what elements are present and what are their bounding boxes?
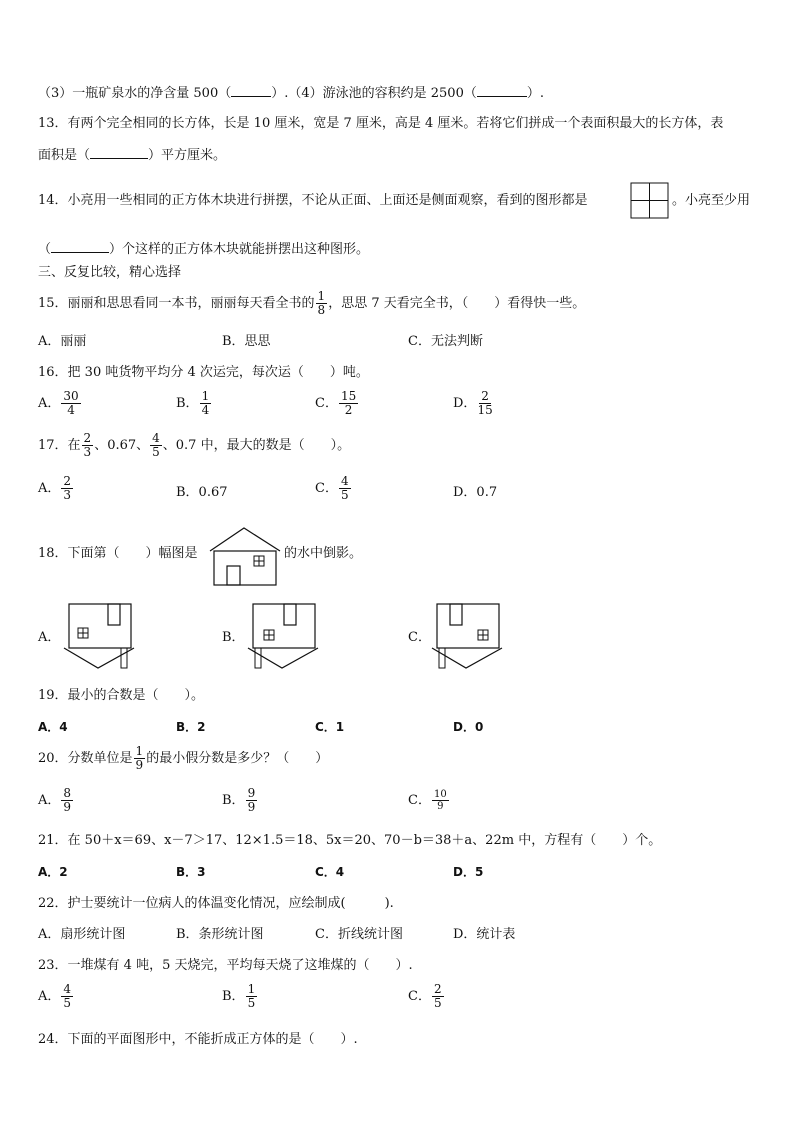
section-heading: 三、反复比较，精心选择 [38,265,182,280]
q12-blank-4[interactable] [477,84,527,97]
q22-stem: 22．护士要统计一位病人的体温变化情况，应绘制成( ). [38,896,394,911]
q13-blank[interactable] [90,146,148,159]
q18-stem-b: 的水中倒影。 [284,546,363,561]
q19-stem: 19．最小的合数是（ ）。 [38,688,205,703]
fraction: $\frac{10}{9}$ [433,789,447,812]
fraction: $\frac{2}{15}$ [477,389,493,417]
q16-option-b[interactable]: B． $\frac{1}{4}$ [176,389,210,417]
fraction: $\frac{8}{9}$ [63,786,72,814]
reflection-b-image[interactable] [246,602,322,670]
fraction: $\frac{1}{4}$ [201,389,210,417]
fraction: $\frac{4}{5}$ [340,474,349,502]
q17-option-d[interactable]: D．0.7 [453,485,498,500]
q12-line: （3）一瓶矿泉水的净含量 500（ ）.（4）游泳池的容积约是 2500（ ）. [38,86,544,101]
q21-option-c[interactable]: C．4 [315,865,345,879]
fraction: $\frac{2}{3}$ [63,474,72,502]
q16-option-c[interactable]: C． $\frac{15}{2}$ [315,389,357,417]
fraction: $\frac{1}{9}$ [135,744,144,772]
q17-option-b[interactable]: B．0.67 [176,485,228,500]
q22-option-d[interactable]: D．统计表 [453,927,516,942]
q23-option-b[interactable]: B． $\frac{1}{5}$ [222,982,256,1010]
q17-option-c[interactable]: C． $\frac{4}{5}$ [315,474,349,502]
q18-option-b-label[interactable]: B． [222,630,245,645]
q13-line2: 面积是（ ）平方厘米。 [38,148,227,163]
q21-option-b[interactable]: B．3 [176,865,206,879]
q19-option-a[interactable]: A．4 [38,720,68,734]
q13-line1: 13．有两个完全相同的长方体，长是 10 厘米，宽是 7 厘米，高是 4 厘米。若将它们拼成一个表面积最大的长方体，表 [38,116,724,131]
fraction: $\frac{15}{2}$ [340,389,357,417]
q19-option-c[interactable]: C．1 [315,720,345,734]
house-icon [208,526,282,588]
fraction: $\frac{1}{5}$ [247,982,256,1010]
q16-stem: 16．把 30 吨货物平均分 4 次运完，每次运（ ）吨。 [38,365,369,380]
q22-option-a[interactable]: A．扇形统计图 [38,927,126,942]
q17-stem: 17．在 $\frac{2}{3}$ 、0.67、 $\frac{4}{5}$ 、0.7 中，最大的数是（ ）。 [38,431,351,459]
q14-line2: （ ）个这样的正方体木块就能拼摆出这种图形。 [38,242,370,257]
q15-option-a[interactable]: A．丽丽 [38,334,87,349]
q14-line1: 14．小亮用一些相同的正方体木块进行拼摆，不论从正面、上面还是侧面观察，看到的图形都是 [38,193,588,208]
q14-line1-end: 。小亮至少用 [672,193,751,208]
q23-option-c[interactable]: C． $\frac{2}{5}$ [408,982,442,1010]
q15-stem: 15．丽丽和思思看同一本书，丽丽每天看全书的 $\frac{1}{8}$ ，思思 7 天看完全书，（ ）看得快一些。 [38,289,586,317]
q15-option-c[interactable]: C．无法判断 [408,334,483,349]
fraction: $\frac{2}{5}$ [433,982,442,1010]
q20-stem: 20．分数单位是 $\frac{1}{9}$ 的最小假分数是多少？（ ） [38,744,329,772]
fraction: $\frac{30}{4}$ [63,389,79,417]
q15-option-b[interactable]: B．思思 [222,334,271,349]
reflection-a-image[interactable] [62,602,138,670]
q16-option-d[interactable]: D． $\frac{2}{15}$ [453,389,493,417]
q22-option-c[interactable]: C．折线统计图 [315,927,403,942]
q19-option-b[interactable]: B．2 [176,720,206,734]
q21-option-a[interactable]: A．2 [38,865,68,879]
q20-option-c[interactable]: C． $\frac{10}{9}$ [408,789,447,812]
q21-stem: 21．在 50＋x＝69、x－7＞17、12×1.5＝18、5x＝20、70－b＝38＋a、22m 中，方程有（ ）个。 [38,833,662,848]
q18-stem-a: 18．下面第（ ）幅图是 [38,546,198,561]
grid-2x2-icon [630,182,670,220]
q22-option-b[interactable]: B．条形统计图 [176,927,264,942]
q23-stem: 23．一堆煤有 4 吨，5 天烧完，平均每天烧了这堆煤的（ ）. [38,958,413,973]
q24-stem: 24．下面的平面图形中，不能折成正方体的是（ ）. [38,1032,358,1047]
q18-option-c-label[interactable]: C． [408,630,431,645]
fraction: $\frac{9}{9}$ [247,786,256,814]
fraction: $\frac{4}{5}$ [63,982,72,1010]
q20-option-a[interactable]: A． $\frac{8}{9}$ [38,786,72,814]
q23-option-a[interactable]: A． $\frac{4}{5}$ [38,982,72,1010]
fraction: $\frac{2}{3}$ [83,431,92,459]
reflection-c-image[interactable] [430,602,506,670]
q17-option-a[interactable]: A． $\frac{2}{3}$ [38,474,72,502]
q16-option-a[interactable]: A． $\frac{30}{4}$ [38,389,79,417]
q19-option-d[interactable]: D．0 [453,720,484,734]
q14-blank[interactable] [51,240,109,253]
fraction: $\frac{4}{5}$ [152,431,160,459]
q20-option-b[interactable]: B． $\frac{9}{9}$ [222,786,256,814]
q12-blank-3[interactable] [231,84,271,97]
q18-option-a-label[interactable]: A． [38,630,61,645]
q21-option-d[interactable]: D．5 [453,865,484,879]
fraction: $\frac{1}{8}$ [317,289,326,317]
